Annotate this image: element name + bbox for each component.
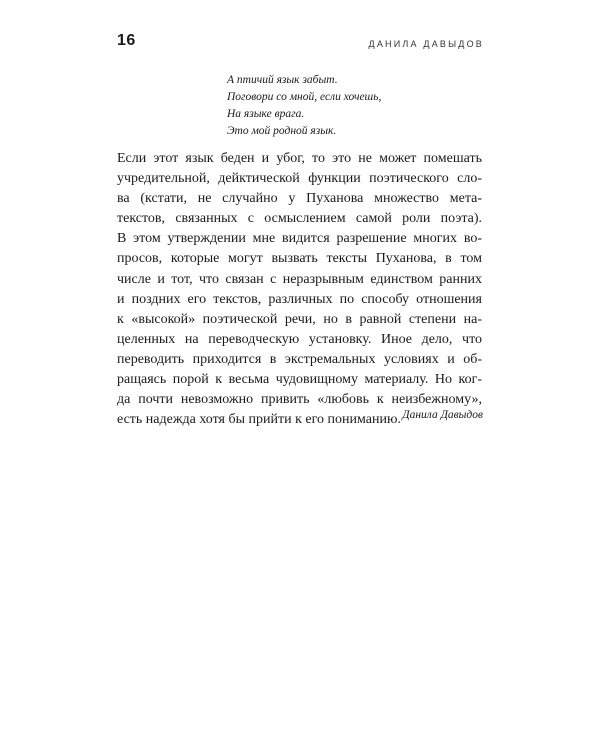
body-line: ва (кстати, не случайно у Пуханова множество мета- xyxy=(117,191,482,207)
running-head: ДАНИЛА ДАВЫДОВ xyxy=(368,39,484,49)
body-line: да почти невозможно привить «любовь к неизбежному», xyxy=(117,392,482,408)
body-line: к «высокой» поэтической речи, но в равной степени на- xyxy=(117,311,482,327)
body-line: Если этот язык беден и убог, то это не может помешать xyxy=(117,151,482,166)
page-number: 16 xyxy=(117,32,136,49)
epigraph xyxy=(227,72,381,140)
epigraph-line: А птичий язык забыт. xyxy=(227,74,338,86)
body-line: целенных на переводческую установку. Иное дело, что xyxy=(117,331,482,347)
body-paragraph xyxy=(117,149,482,430)
body-line: учредительной, дейктической функции поэтического сло- xyxy=(117,171,482,187)
epigraph-line: Это мой родной язык. xyxy=(227,125,337,137)
body-line: переводить приходится в экстремальных условиях и об- xyxy=(117,351,482,367)
body-line: просов, которые могут вызвать тексты Пуханова, в том xyxy=(117,251,482,267)
epigraph-line: На языке врага. xyxy=(227,108,305,120)
body-line: есть надежда хотя бы прийти к его пониманию. xyxy=(117,412,401,428)
body-line: числе и тот, что связан с неразрывным единством ранних xyxy=(117,271,482,287)
author-signature: Данила Давыдов xyxy=(402,409,483,421)
body-line: В этом утверждении мне видится разрешение многих во- xyxy=(117,231,482,247)
body-line: ращаясь порой к весьма чудовищному материалу. Но ког- xyxy=(117,372,482,388)
body-line: текстов, связанных с осмыслением самой роли поэта). xyxy=(117,211,482,227)
epigraph-line: Поговори со мной, если хочешь, xyxy=(227,91,382,103)
body-line: и поздних его текстов, различных по способу отношения xyxy=(117,291,482,307)
